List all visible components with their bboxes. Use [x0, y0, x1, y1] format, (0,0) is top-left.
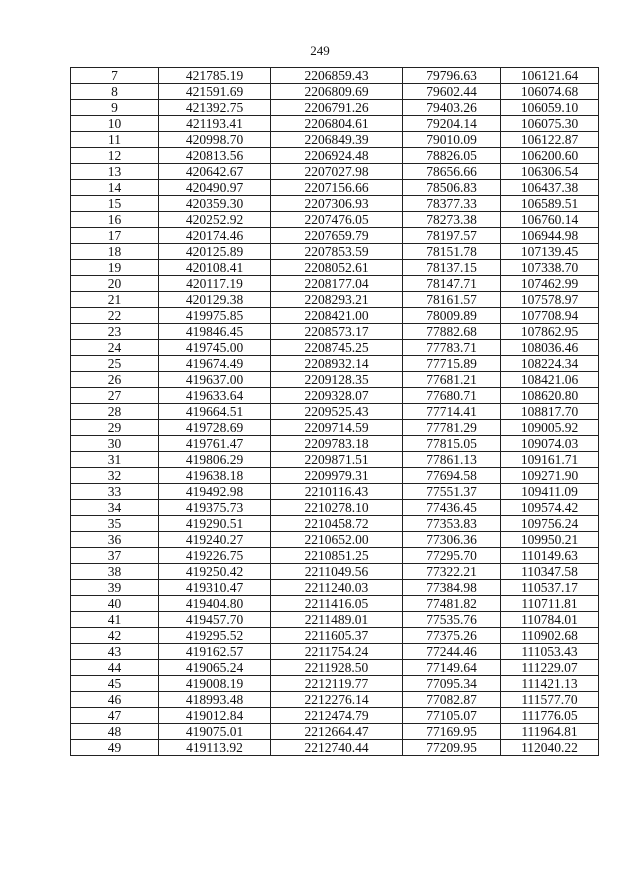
coord-d-cell: 109950.21	[501, 532, 599, 548]
coord-b-cell: 2209783.18	[271, 436, 403, 452]
coord-c-cell: 78377.33	[403, 196, 501, 212]
table-row	[71, 676, 599, 692]
coord-d-cell: 111229.07	[501, 660, 599, 676]
coord-a-cell: 419162.57	[159, 644, 271, 660]
coord-a-cell: 419806.29	[159, 452, 271, 468]
page-number: 249	[310, 43, 330, 58]
coord-c-cell: 78147.71	[403, 276, 501, 292]
coord-b-cell: 2206859.43	[271, 68, 403, 84]
coord-c-cell: 78161.57	[403, 292, 501, 308]
coord-c-cell: 79204.14	[403, 116, 501, 132]
table-row	[71, 260, 599, 276]
coord-a-cell: 419012.84	[159, 708, 271, 724]
point-number-cell: 45	[71, 676, 159, 692]
coordinates-table	[70, 67, 599, 756]
coord-d-cell: 110711.81	[501, 596, 599, 612]
coord-c-cell: 77714.41	[403, 404, 501, 420]
coord-d-cell: 106944.98	[501, 228, 599, 244]
coord-c-cell: 77436.45	[403, 500, 501, 516]
table-row	[71, 196, 599, 212]
coord-c-cell: 77715.89	[403, 356, 501, 372]
table-row	[71, 596, 599, 612]
coord-b-cell: 2207476.05	[271, 212, 403, 228]
table-row	[71, 388, 599, 404]
coord-c-cell: 77882.68	[403, 324, 501, 340]
point-number-cell: 8	[71, 84, 159, 100]
coord-d-cell: 110902.68	[501, 628, 599, 644]
point-number-cell: 29	[71, 420, 159, 436]
coord-c-cell: 79602.44	[403, 84, 501, 100]
coord-d-cell: 106437.38	[501, 180, 599, 196]
coord-d-cell: 106760.14	[501, 212, 599, 228]
table-row	[71, 228, 599, 244]
table-row	[71, 324, 599, 340]
coord-a-cell: 421785.19	[159, 68, 271, 84]
coord-b-cell: 2207156.66	[271, 180, 403, 196]
table-row	[71, 452, 599, 468]
point-number-cell: 24	[71, 340, 159, 356]
coord-b-cell: 2206809.69	[271, 84, 403, 100]
table-row	[71, 468, 599, 484]
coord-d-cell: 110784.01	[501, 612, 599, 628]
table-row	[71, 740, 599, 756]
coord-a-cell: 419492.98	[159, 484, 271, 500]
coord-a-cell: 419075.01	[159, 724, 271, 740]
coord-d-cell: 107139.45	[501, 244, 599, 260]
coord-b-cell: 2208293.21	[271, 292, 403, 308]
coord-c-cell: 77244.46	[403, 644, 501, 660]
coord-d-cell: 109756.24	[501, 516, 599, 532]
coord-a-cell: 420108.41	[159, 260, 271, 276]
coord-d-cell: 110537.17	[501, 580, 599, 596]
coord-b-cell: 2210458.72	[271, 516, 403, 532]
table-row	[71, 612, 599, 628]
coord-a-cell: 420359.30	[159, 196, 271, 212]
coord-c-cell: 79403.26	[403, 100, 501, 116]
point-number-cell: 48	[71, 724, 159, 740]
coord-a-cell: 419728.69	[159, 420, 271, 436]
table-row	[71, 724, 599, 740]
coord-d-cell: 106075.30	[501, 116, 599, 132]
coord-a-cell: 419633.64	[159, 388, 271, 404]
coord-c-cell: 77861.13	[403, 452, 501, 468]
coord-a-cell: 419065.24	[159, 660, 271, 676]
table-row	[71, 84, 599, 100]
coord-c-cell: 77322.21	[403, 564, 501, 580]
point-number-cell: 21	[71, 292, 159, 308]
table-row	[71, 500, 599, 516]
coord-d-cell: 111577.70	[501, 692, 599, 708]
coord-b-cell: 2212276.14	[271, 692, 403, 708]
coord-d-cell: 107338.70	[501, 260, 599, 276]
coord-b-cell: 2210851.25	[271, 548, 403, 564]
coord-c-cell: 77209.95	[403, 740, 501, 756]
point-number-cell: 13	[71, 164, 159, 180]
table-row	[71, 644, 599, 660]
point-number-cell: 27	[71, 388, 159, 404]
coord-b-cell: 2211754.24	[271, 644, 403, 660]
coord-b-cell: 2207306.93	[271, 196, 403, 212]
point-number-cell: 43	[71, 644, 159, 660]
coord-c-cell: 77306.36	[403, 532, 501, 548]
coord-b-cell: 2212664.47	[271, 724, 403, 740]
point-number-cell: 31	[71, 452, 159, 468]
coord-d-cell: 106122.87	[501, 132, 599, 148]
coord-b-cell: 2211605.37	[271, 628, 403, 644]
point-number-cell: 44	[71, 660, 159, 676]
coord-d-cell: 108817.70	[501, 404, 599, 420]
point-number-cell: 28	[71, 404, 159, 420]
point-number-cell: 41	[71, 612, 159, 628]
point-number-cell: 22	[71, 308, 159, 324]
coord-c-cell: 77781.29	[403, 420, 501, 436]
point-number-cell: 23	[71, 324, 159, 340]
coord-a-cell: 419113.92	[159, 740, 271, 756]
coord-c-cell: 77783.71	[403, 340, 501, 356]
table-row	[71, 564, 599, 580]
coord-d-cell: 106059.10	[501, 100, 599, 116]
coord-a-cell: 419290.51	[159, 516, 271, 532]
table-row	[71, 628, 599, 644]
coord-d-cell: 106074.68	[501, 84, 599, 100]
coord-b-cell: 2209871.51	[271, 452, 403, 468]
coord-a-cell: 419674.49	[159, 356, 271, 372]
coord-b-cell: 2210278.10	[271, 500, 403, 516]
table-row	[71, 356, 599, 372]
coord-a-cell: 419295.52	[159, 628, 271, 644]
coord-d-cell: 110347.58	[501, 564, 599, 580]
coord-c-cell: 78656.66	[403, 164, 501, 180]
coord-c-cell: 77375.26	[403, 628, 501, 644]
table-row	[71, 244, 599, 260]
point-number-cell: 39	[71, 580, 159, 596]
coord-b-cell: 2209525.43	[271, 404, 403, 420]
coord-d-cell: 109074.03	[501, 436, 599, 452]
coord-b-cell: 2206804.61	[271, 116, 403, 132]
coord-a-cell: 419404.80	[159, 596, 271, 612]
coord-d-cell: 107862.95	[501, 324, 599, 340]
coord-c-cell: 77295.70	[403, 548, 501, 564]
table-row	[71, 420, 599, 436]
coord-c-cell: 77095.34	[403, 676, 501, 692]
table-row	[71, 404, 599, 420]
coord-c-cell: 78151.78	[403, 244, 501, 260]
coord-c-cell: 78826.05	[403, 148, 501, 164]
coord-c-cell: 78197.57	[403, 228, 501, 244]
coord-c-cell: 77169.95	[403, 724, 501, 740]
coord-c-cell: 77551.37	[403, 484, 501, 500]
coord-b-cell: 2209714.59	[271, 420, 403, 436]
point-number-cell: 11	[71, 132, 159, 148]
coord-d-cell: 109005.92	[501, 420, 599, 436]
coord-d-cell: 111421.13	[501, 676, 599, 692]
table-row	[71, 580, 599, 596]
point-number-cell: 30	[71, 436, 159, 452]
coord-a-cell: 419761.47	[159, 436, 271, 452]
coord-d-cell: 111776.05	[501, 708, 599, 724]
table-row	[71, 180, 599, 196]
coord-c-cell: 77149.64	[403, 660, 501, 676]
table-row	[71, 436, 599, 452]
coord-a-cell: 419226.75	[159, 548, 271, 564]
coord-a-cell: 419846.45	[159, 324, 271, 340]
table-row	[71, 660, 599, 676]
table-row	[71, 692, 599, 708]
coord-b-cell: 2211489.01	[271, 612, 403, 628]
coord-d-cell: 112040.22	[501, 740, 599, 756]
coord-a-cell: 419638.18	[159, 468, 271, 484]
coord-d-cell: 106200.60	[501, 148, 599, 164]
coord-c-cell: 77535.76	[403, 612, 501, 628]
coord-c-cell: 77481.82	[403, 596, 501, 612]
table-row	[71, 340, 599, 356]
point-number-cell: 9	[71, 100, 159, 116]
coord-d-cell: 107462.99	[501, 276, 599, 292]
table-row	[71, 548, 599, 564]
point-number-cell: 40	[71, 596, 159, 612]
coord-a-cell: 419637.00	[159, 372, 271, 388]
point-number-cell: 47	[71, 708, 159, 724]
point-number-cell: 7	[71, 68, 159, 84]
coord-c-cell: 77082.87	[403, 692, 501, 708]
table-row	[71, 308, 599, 324]
coord-c-cell: 77680.71	[403, 388, 501, 404]
coord-d-cell: 108036.46	[501, 340, 599, 356]
coord-a-cell: 420490.97	[159, 180, 271, 196]
point-number-cell: 36	[71, 532, 159, 548]
table-row	[71, 372, 599, 388]
coord-a-cell: 420117.19	[159, 276, 271, 292]
coord-c-cell: 77815.05	[403, 436, 501, 452]
point-number-cell: 14	[71, 180, 159, 196]
coord-b-cell: 2208932.14	[271, 356, 403, 372]
table-row	[71, 276, 599, 292]
table-row	[71, 100, 599, 116]
coord-b-cell: 2209979.31	[271, 468, 403, 484]
coord-b-cell: 2208573.17	[271, 324, 403, 340]
table-row	[71, 132, 599, 148]
table-row	[71, 484, 599, 500]
coord-b-cell: 2209328.07	[271, 388, 403, 404]
coord-a-cell: 419975.85	[159, 308, 271, 324]
coord-c-cell: 77694.58	[403, 468, 501, 484]
point-number-cell: 35	[71, 516, 159, 532]
coord-b-cell: 2212740.44	[271, 740, 403, 756]
coord-b-cell: 2207853.59	[271, 244, 403, 260]
table-row	[71, 532, 599, 548]
coord-c-cell: 77353.83	[403, 516, 501, 532]
coord-b-cell: 2206924.48	[271, 148, 403, 164]
table-row	[71, 708, 599, 724]
coord-a-cell: 420252.92	[159, 212, 271, 228]
coord-c-cell: 77384.98	[403, 580, 501, 596]
coord-a-cell: 418993.48	[159, 692, 271, 708]
coord-d-cell: 109271.90	[501, 468, 599, 484]
coord-c-cell: 78506.83	[403, 180, 501, 196]
coord-c-cell: 77681.21	[403, 372, 501, 388]
coord-d-cell: 106306.54	[501, 164, 599, 180]
coord-c-cell: 79010.09	[403, 132, 501, 148]
coord-b-cell: 2209128.35	[271, 372, 403, 388]
coord-a-cell: 419745.00	[159, 340, 271, 356]
table-row	[71, 148, 599, 164]
coord-a-cell: 421193.41	[159, 116, 271, 132]
coord-a-cell: 420998.70	[159, 132, 271, 148]
coord-a-cell: 419664.51	[159, 404, 271, 420]
coord-a-cell: 419457.70	[159, 612, 271, 628]
coord-a-cell: 419008.19	[159, 676, 271, 692]
coord-d-cell: 109411.09	[501, 484, 599, 500]
coord-a-cell: 419240.27	[159, 532, 271, 548]
point-number-cell: 42	[71, 628, 159, 644]
point-number-cell: 38	[71, 564, 159, 580]
point-number-cell: 49	[71, 740, 159, 756]
coord-d-cell: 108421.06	[501, 372, 599, 388]
point-number-cell: 33	[71, 484, 159, 500]
point-number-cell: 15	[71, 196, 159, 212]
coord-d-cell: 107578.97	[501, 292, 599, 308]
coord-c-cell: 79796.63	[403, 68, 501, 84]
point-number-cell: 25	[71, 356, 159, 372]
point-number-cell: 37	[71, 548, 159, 564]
point-number-cell: 19	[71, 260, 159, 276]
coord-a-cell: 420174.46	[159, 228, 271, 244]
coord-d-cell: 109161.71	[501, 452, 599, 468]
coord-a-cell: 421591.69	[159, 84, 271, 100]
table-row	[71, 516, 599, 532]
coord-b-cell: 2210116.43	[271, 484, 403, 500]
point-number-cell: 34	[71, 500, 159, 516]
table-row	[71, 68, 599, 84]
coord-c-cell: 78137.15	[403, 260, 501, 276]
coord-c-cell: 78009.89	[403, 308, 501, 324]
coord-d-cell: 111053.43	[501, 644, 599, 660]
coord-d-cell: 110149.63	[501, 548, 599, 564]
coord-c-cell: 77105.07	[403, 708, 501, 724]
coord-c-cell: 78273.38	[403, 212, 501, 228]
point-number-cell: 26	[71, 372, 159, 388]
point-number-cell: 20	[71, 276, 159, 292]
coord-a-cell: 419310.47	[159, 580, 271, 596]
coord-d-cell: 108620.80	[501, 388, 599, 404]
coord-b-cell: 2206791.26	[271, 100, 403, 116]
coord-b-cell: 2207027.98	[271, 164, 403, 180]
point-number-cell: 17	[71, 228, 159, 244]
coord-b-cell: 2212474.79	[271, 708, 403, 724]
coord-d-cell: 106121.64	[501, 68, 599, 84]
coord-a-cell: 420129.38	[159, 292, 271, 308]
table-row	[71, 212, 599, 228]
coord-b-cell: 2208421.00	[271, 308, 403, 324]
coord-b-cell: 2212119.77	[271, 676, 403, 692]
coord-d-cell: 106589.51	[501, 196, 599, 212]
coord-a-cell: 420642.67	[159, 164, 271, 180]
coord-b-cell: 2211416.05	[271, 596, 403, 612]
coord-b-cell: 2208177.04	[271, 276, 403, 292]
coord-b-cell: 2207659.79	[271, 228, 403, 244]
coord-b-cell: 2208745.25	[271, 340, 403, 356]
point-number-cell: 32	[71, 468, 159, 484]
coord-d-cell: 108224.34	[501, 356, 599, 372]
coord-a-cell: 419250.42	[159, 564, 271, 580]
coord-a-cell: 421392.75	[159, 100, 271, 116]
coord-a-cell: 420125.89	[159, 244, 271, 260]
table-row	[71, 116, 599, 132]
coord-d-cell: 111964.81	[501, 724, 599, 740]
coord-b-cell: 2208052.61	[271, 260, 403, 276]
coord-b-cell: 2211928.50	[271, 660, 403, 676]
coord-d-cell: 107708.94	[501, 308, 599, 324]
coord-b-cell: 2211049.56	[271, 564, 403, 580]
coord-b-cell: 2211240.03	[271, 580, 403, 596]
coord-d-cell: 109574.42	[501, 500, 599, 516]
table-row	[71, 164, 599, 180]
table-row	[71, 292, 599, 308]
point-number-cell: 16	[71, 212, 159, 228]
point-number-cell: 46	[71, 692, 159, 708]
point-number-cell: 18	[71, 244, 159, 260]
coord-a-cell: 419375.73	[159, 500, 271, 516]
coord-b-cell: 2210652.00	[271, 532, 403, 548]
coord-a-cell: 420813.56	[159, 148, 271, 164]
coordinates-table-body	[71, 68, 599, 756]
point-number-cell: 12	[71, 148, 159, 164]
coord-b-cell: 2206849.39	[271, 132, 403, 148]
point-number-cell: 10	[71, 116, 159, 132]
